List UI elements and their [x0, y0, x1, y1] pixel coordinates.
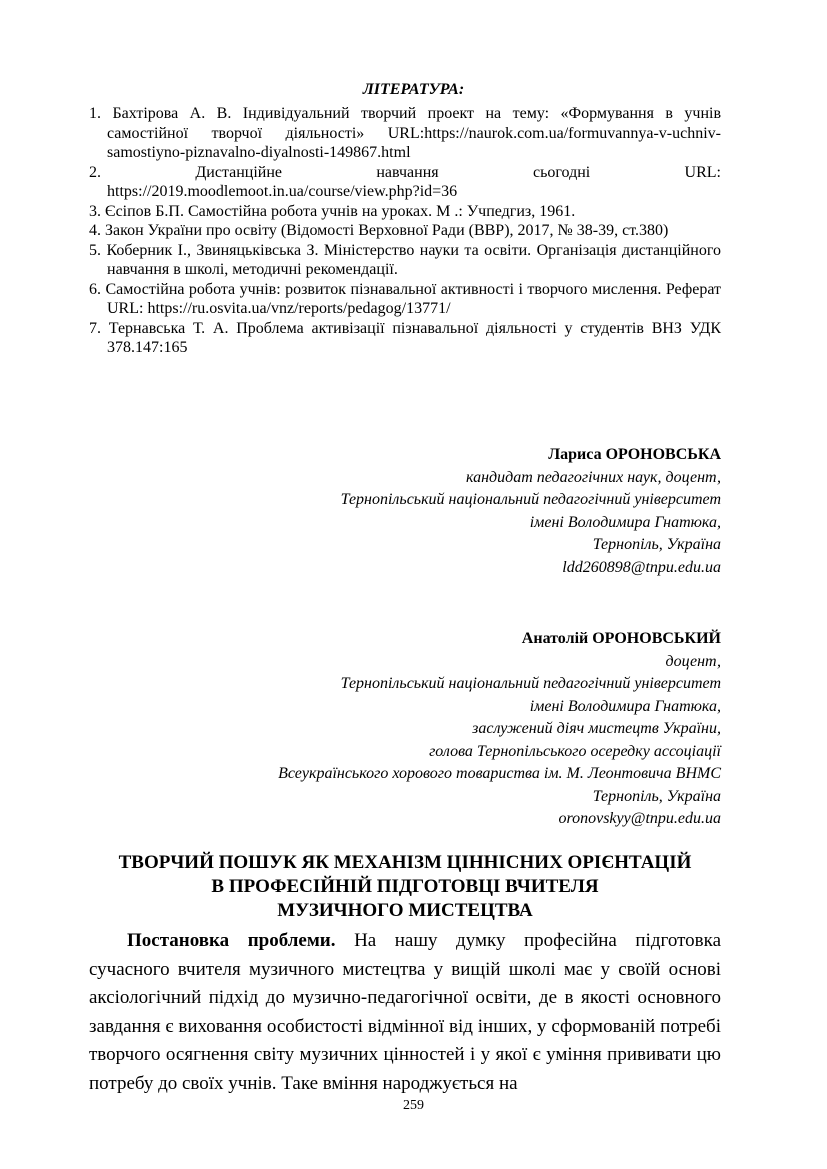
reference-number: 5.	[89, 241, 101, 259]
reference-item	[89, 221, 721, 241]
author-email: ldd260898@tnpu.edu.ua	[562, 558, 721, 576]
reference-list	[89, 104, 721, 358]
author-organization: Всеукраїнського хорового товариства ім. М. Леонтовича ВНМС	[278, 765, 721, 782]
reference-text: Тернавська Т. А. Проблема активізації пізнавальної діяльності у студентів ВНЗ УДК 378.147:165	[107, 319, 722, 356]
author-university-name: імені Володимира Гнатюка,	[529, 513, 721, 531]
reference-url: https://2019.moodlemoot.in.ua/course/view.php?id=36	[107, 183, 458, 200]
body-paragraph	[89, 927, 721, 1098]
reference-number: 7.	[89, 319, 101, 337]
author-university: Тернопільський національний педагогічний університет	[340, 675, 721, 692]
reference-item	[89, 241, 721, 280]
reference-text: Коберник І., Звиняцьківська З. Міністерство науки та освіти. Організація дистанційного навчання в школі, методичні рекомендації.	[106, 241, 722, 278]
article-title	[89, 851, 721, 923]
author-name: Лариса ОРОНОВСЬКА	[548, 446, 721, 463]
author-university: Тернопільський національний педагогічний університет	[340, 491, 721, 508]
author-honor: заслужений діяч мистецтв України,	[472, 720, 721, 737]
reference-number: 6.	[89, 280, 101, 298]
paragraph-text: На нашу думку професійна підготовка сучасного вчителя музичного мистецтва у вищій школі має у своїй основі аксіологічний підхід до музично-педагогічної освіти, де в якості основного завдання є виховання особистості відмінної від інших, у сформованій потребі творчого осягнення світу музичних цінностей і у якої є уміння прививати цю потребу до своїх учнів. Таке вміння народжується на	[89, 930, 721, 1094]
reference-number: 3.	[89, 202, 101, 220]
reference-item	[89, 163, 721, 202]
page-number: 259	[403, 1098, 424, 1113]
article-title-line: МУЗИЧНОГО МИСТЕЦТВА	[277, 900, 533, 921]
reference-number: 4.	[89, 222, 101, 239]
author-name: Анатолій ОРОНОВСЬКИЙ	[521, 630, 721, 647]
article-title-line: В ПРОФЕСІЙНІЙ ПІДГОТОВЦІ ВЧИТЕЛЯ	[211, 876, 599, 897]
reference-text: Бахтірова А. В. Індивідуальний творчий проект на тему: «Формування в учнів самостійної творчої діяльності» URL:https://naurok.com.ua/formuvannya-v-uchniv-samostiyno-piznavalno-diyalnosti-149867.html	[107, 105, 722, 161]
author-location: Тернопіль, Україна	[592, 536, 721, 553]
reference-text: Дистанційне навчання сьогодні URL:	[195, 163, 722, 181]
reference-number: 2.	[89, 163, 101, 181]
author-block	[89, 628, 721, 831]
author-title: кандидат педагогічних наук, доцент,	[466, 468, 721, 486]
author-university-name: імені Володимира Гнатюка,	[529, 697, 721, 715]
author-location: Тернопіль, Україна	[592, 787, 721, 805]
section-lead: Постановка проблеми.	[127, 930, 336, 951]
reference-item	[89, 202, 721, 222]
reference-item	[89, 104, 721, 163]
reference-number: 1.	[89, 105, 101, 122]
reference-text: Єсіпов Б.П. Самостійна робота учнів на уроках. М .: Учпедгиз, 1961.	[105, 202, 576, 220]
author-block	[89, 444, 721, 579]
literature-heading: ЛІТЕРАТУРА:	[362, 81, 465, 98]
author-position: голова Тернопільського осередку ассоціації	[429, 742, 721, 760]
reference-item	[89, 280, 721, 319]
reference-text: Закон України про освіту (Відомості Верховної Ради (ВВР), 2017, № 38-39, ст.380)	[105, 222, 669, 239]
author-title: доцент,	[665, 652, 721, 670]
reference-text: Самостійна робота учнів: розвиток пізнавальної активності і творчого мислення. Реферат URL: https://ru.osvita.ua/vnz/reports/pedagog/13771/	[105, 280, 722, 317]
author-email: oronovskyy@tnpu.edu.ua	[558, 810, 721, 827]
reference-item	[89, 319, 721, 358]
article-title-line: ТВОРЧИЙ ПОШУК ЯК МЕХАНІЗМ ЦІННІСНИХ ОРІЄНТАЦІЙ	[118, 852, 692, 873]
